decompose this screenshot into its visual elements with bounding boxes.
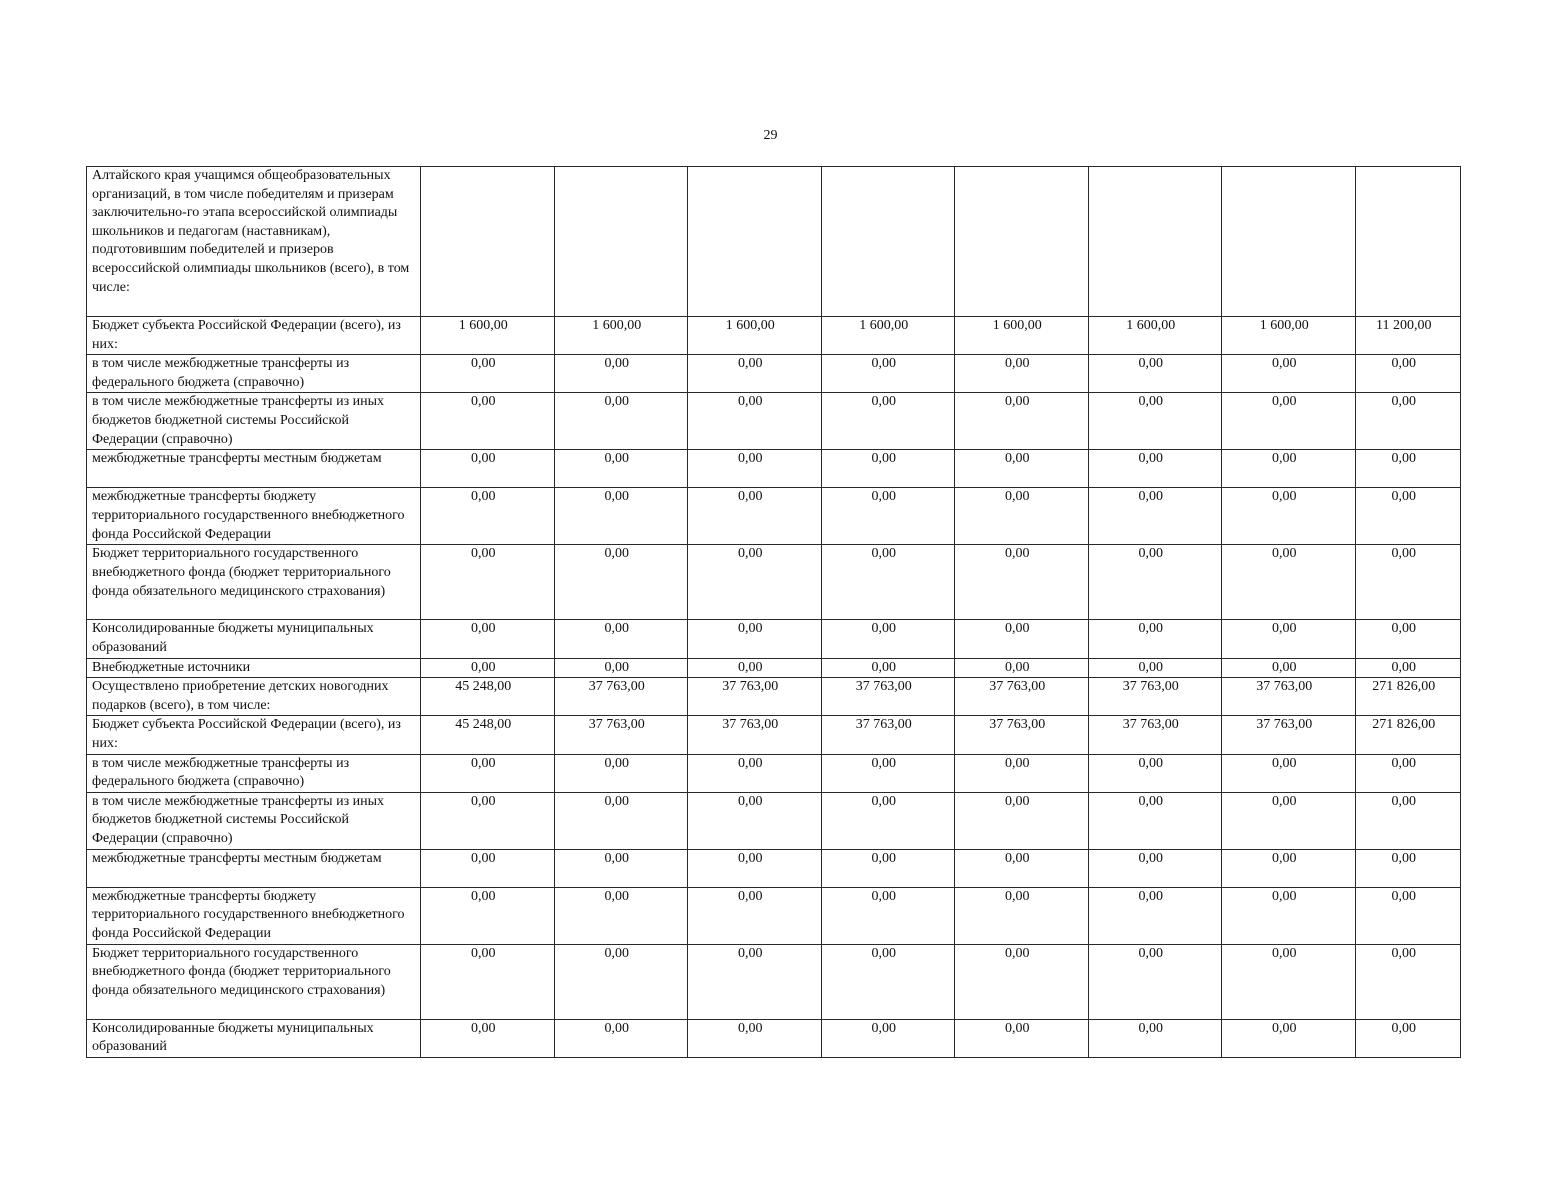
total-cell: 0,00 [1355,488,1461,545]
value-cell [1222,167,1356,317]
value-cell: 0,00 [554,1019,688,1057]
value-cell: 0,00 [1088,658,1222,678]
value-cell: 1 600,00 [554,317,688,355]
value-cell: 0,00 [1088,355,1222,393]
value-cell: 0,00 [1088,450,1222,488]
value-cell: 37 763,00 [1088,716,1222,754]
value-cell: 0,00 [1088,545,1222,620]
row-label: Внебюджетные источники [87,658,421,678]
row-label: в том числе межбюджетные трансферты из федерального бюджета (справочно) [87,355,421,393]
value-cell: 0,00 [1088,620,1222,658]
value-cell: 0,00 [1222,1019,1356,1057]
value-cell: 45 248,00 [421,716,555,754]
value-cell: 0,00 [554,849,688,887]
value-cell: 0,00 [821,450,955,488]
value-cell: 0,00 [688,887,822,944]
value-cell: 0,00 [821,849,955,887]
value-cell: 0,00 [955,754,1089,792]
value-cell: 0,00 [955,1019,1089,1057]
value-cell: 0,00 [688,1019,822,1057]
page-number: 29 [763,128,778,143]
value-cell: 0,00 [1222,887,1356,944]
total-cell: 0,00 [1355,849,1461,887]
value-cell: 0,00 [955,545,1089,620]
value-cell: 0,00 [955,849,1089,887]
table-row [87,944,1461,1019]
value-cell: 0,00 [955,355,1089,393]
table-row [87,620,1461,658]
value-cell: 0,00 [688,393,822,450]
total-cell: 0,00 [1355,792,1461,849]
value-cell: 37 763,00 [821,678,955,716]
value-cell: 0,00 [421,1019,555,1057]
row-label: в том числе межбюджетные трансферты из федерального бюджета (справочно) [87,754,421,792]
value-cell: 0,00 [1222,792,1356,849]
table-row [87,393,1461,450]
value-cell: 37 763,00 [955,678,1089,716]
value-cell: 0,00 [421,450,555,488]
value-cell: 0,00 [1222,620,1356,658]
row-label: Осуществлено приобретение детских новогодних подарков (всего), в том числе: [87,678,421,716]
value-cell: 0,00 [554,355,688,393]
row-label: межбюджетные трансферты местным бюджетам [87,450,421,488]
value-cell: 37 763,00 [554,716,688,754]
table-row [87,754,1461,792]
value-cell: 0,00 [821,620,955,658]
row-label: Консолидированные бюджеты муниципальных образований [87,620,421,658]
value-cell: 37 763,00 [955,716,1089,754]
table-row [87,849,1461,887]
total-cell: 0,00 [1355,1019,1461,1057]
value-cell: 0,00 [955,887,1089,944]
total-cell: 271 826,00 [1355,716,1461,754]
value-cell: 0,00 [821,545,955,620]
value-cell: 0,00 [421,944,555,1019]
value-cell: 0,00 [1222,355,1356,393]
value-cell: 0,00 [421,620,555,658]
total-cell: 0,00 [1355,754,1461,792]
value-cell: 0,00 [554,792,688,849]
value-cell: 0,00 [821,658,955,678]
row-label: Бюджет субъекта Российской Федерации (всего), из них: [87,716,421,754]
value-cell: 0,00 [1088,944,1222,1019]
value-cell: 0,00 [1222,849,1356,887]
value-cell: 0,00 [1222,944,1356,1019]
value-cell: 0,00 [1088,754,1222,792]
value-cell: 0,00 [1088,792,1222,849]
value-cell [821,167,955,317]
value-cell: 0,00 [554,944,688,1019]
value-cell: 0,00 [955,393,1089,450]
value-cell: 0,00 [421,658,555,678]
value-cell: 0,00 [955,658,1089,678]
value-cell: 0,00 [688,450,822,488]
row-label: межбюджетные трансферты бюджету территориального государственного внебюджетного фонда Российской Федерации [87,887,421,944]
total-cell: 11 200,00 [1355,317,1461,355]
value-cell: 0,00 [955,792,1089,849]
value-cell: 0,00 [688,545,822,620]
value-cell: 0,00 [688,792,822,849]
table-row [87,1019,1461,1057]
value-cell: 0,00 [554,488,688,545]
value-cell: 0,00 [1222,754,1356,792]
value-cell: 0,00 [821,393,955,450]
row-label: Бюджет территориального государственного внебюджетного фонда (бюджет территориального фонда обязательного медицинского страхования) [87,944,421,1019]
table-row [87,792,1461,849]
value-cell [955,167,1089,317]
value-cell: 0,00 [1222,545,1356,620]
value-cell: 1 600,00 [955,317,1089,355]
value-cell: 0,00 [421,545,555,620]
value-cell: 0,00 [1088,849,1222,887]
value-cell: 0,00 [688,849,822,887]
value-cell [1088,167,1222,317]
table-row [87,355,1461,393]
total-cell: 0,00 [1355,355,1461,393]
value-cell: 0,00 [1088,1019,1222,1057]
value-cell: 0,00 [421,393,555,450]
table-row [87,716,1461,754]
value-cell: 0,00 [554,620,688,658]
value-cell: 0,00 [421,754,555,792]
value-cell: 0,00 [1222,658,1356,678]
value-cell: 0,00 [688,754,822,792]
row-label: межбюджетные трансферты бюджету территориального государственного внебюджетного фонда Российской Федерации [87,488,421,545]
table-row [87,887,1461,944]
value-cell: 0,00 [688,355,822,393]
row-label: Алтайского края учащимся общеобразовательных организаций, в том числе победителям и призерам заключительно-го этапа всероссийской олимпиады школьников и педагогам (наставникам), подготовившим победителей и призеров всероссийской олимпиады школьников (всего), в том числе: [87,167,421,317]
value-cell: 0,00 [688,620,822,658]
value-cell: 0,00 [1088,488,1222,545]
value-cell: 0,00 [955,620,1089,658]
row-label: Бюджет территориального государственного внебюджетного фонда (бюджет территориального фонда обязательного медицинского страхования) [87,545,421,620]
value-cell: 45 248,00 [421,678,555,716]
budget-table [86,166,1461,1058]
row-label: в том числе межбюджетные трансферты из иных бюджетов бюджетной системы Российской Федерации (справочно) [87,393,421,450]
total-cell: 0,00 [1355,545,1461,620]
total-cell: 0,00 [1355,450,1461,488]
value-cell: 0,00 [554,887,688,944]
value-cell: 0,00 [1088,887,1222,944]
value-cell: 0,00 [821,792,955,849]
row-label: межбюджетные трансферты местным бюджетам [87,849,421,887]
total-cell: 0,00 [1355,658,1461,678]
value-cell: 0,00 [1088,393,1222,450]
row-label: в том числе межбюджетные трансферты из иных бюджетов бюджетной системы Российской Федерации (справочно) [87,792,421,849]
value-cell: 0,00 [821,754,955,792]
value-cell: 0,00 [554,658,688,678]
value-cell [421,167,555,317]
value-cell: 0,00 [554,545,688,620]
row-label: Консолидированные бюджеты муниципальных образований [87,1019,421,1057]
table-row [87,317,1461,355]
value-cell: 0,00 [688,658,822,678]
value-cell: 1 600,00 [1088,317,1222,355]
value-cell: 0,00 [554,393,688,450]
total-cell: 271 826,00 [1355,678,1461,716]
value-cell: 0,00 [821,944,955,1019]
value-cell: 1 600,00 [1222,317,1356,355]
total-cell: 0,00 [1355,620,1461,658]
value-cell: 0,00 [554,754,688,792]
table-row [87,545,1461,620]
total-cell: 0,00 [1355,887,1461,944]
value-cell: 37 763,00 [1088,678,1222,716]
value-cell: 0,00 [1222,450,1356,488]
value-cell: 0,00 [821,887,955,944]
value-cell: 0,00 [421,792,555,849]
value-cell: 0,00 [955,944,1089,1019]
table-row [87,450,1461,488]
value-cell: 0,00 [688,944,822,1019]
row-label: Бюджет субъекта Российской Федерации (всего), из них: [87,317,421,355]
value-cell: 0,00 [821,355,955,393]
value-cell: 1 600,00 [688,317,822,355]
value-cell: 37 763,00 [688,716,822,754]
total-cell: 0,00 [1355,393,1461,450]
value-cell: 0,00 [821,1019,955,1057]
value-cell [688,167,822,317]
value-cell: 0,00 [421,488,555,545]
value-cell: 0,00 [821,488,955,545]
total-cell [1355,167,1461,317]
value-cell: 1 600,00 [821,317,955,355]
value-cell: 0,00 [554,450,688,488]
value-cell: 37 763,00 [821,716,955,754]
value-cell: 0,00 [955,488,1089,545]
value-cell: 37 763,00 [1222,716,1356,754]
value-cell: 0,00 [955,450,1089,488]
value-cell [554,167,688,317]
total-cell: 0,00 [1355,944,1461,1019]
value-cell: 37 763,00 [688,678,822,716]
value-cell: 37 763,00 [554,678,688,716]
table-row [87,488,1461,545]
value-cell: 37 763,00 [1222,678,1356,716]
table-row [87,658,1461,678]
value-cell: 0,00 [688,488,822,545]
value-cell: 1 600,00 [421,317,555,355]
value-cell: 0,00 [1222,393,1356,450]
table-row [87,167,1461,317]
value-cell: 0,00 [1222,488,1356,545]
value-cell: 0,00 [421,849,555,887]
table-row [87,678,1461,716]
value-cell: 0,00 [421,887,555,944]
value-cell: 0,00 [421,355,555,393]
